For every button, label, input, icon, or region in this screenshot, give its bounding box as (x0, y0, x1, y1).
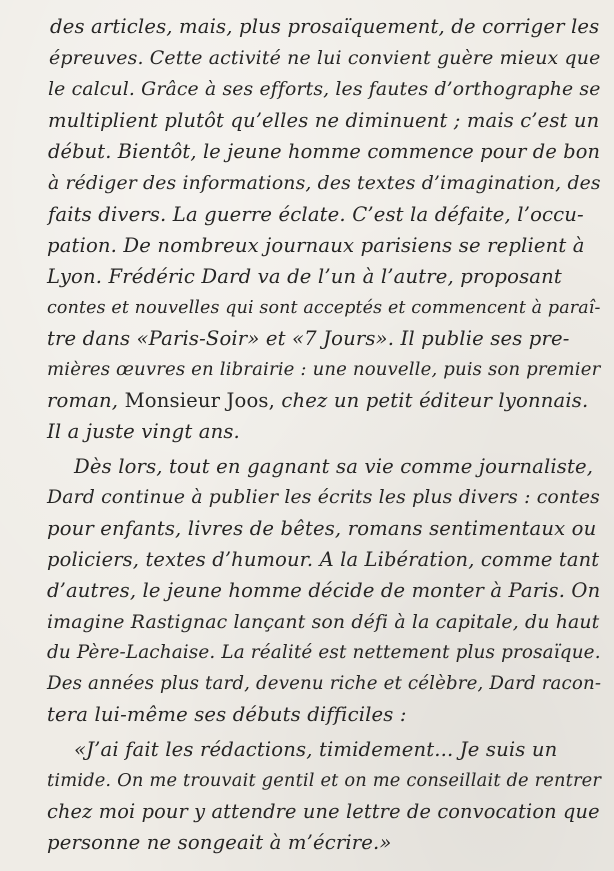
text-line: du Père-Lachaise. La réalité est nettement plus prosaïque. (47, 642, 601, 663)
book-title: Monsieur Joos, (124, 389, 276, 412)
text-line: Dès lors, tout en gagnant sa vie comme journaliste, (74, 455, 594, 478)
text-line: imagine Rastignac lançant son défi à la capitale, du haut (47, 611, 600, 633)
text-line: début. Bientôt, le jeune homme commence pour de bon (48, 140, 601, 163)
text-line: Il a juste vingt ans. (47, 420, 240, 443)
text-line: le calcul. Grâce à ses efforts, les fautes d’orthographe se (48, 79, 601, 100)
text-line: timide. On me trouvait gentil et on me conseillait de rentrer (47, 770, 602, 791)
text-line: d’autres, le jeune homme décide de monter à Paris. On (47, 579, 601, 602)
text-line: Dard continue à publier les écrits les plus divers : contes (47, 487, 600, 508)
text-line: multiplient plutôt qu’elles ne diminuent ; mais c’est un (48, 109, 600, 132)
text-line: Des années plus tard, devenu riche et célèbre, Dard racon- (47, 673, 602, 694)
text-line: pour enfants, livres de bêtes, romans sentimentaux ou (47, 517, 597, 540)
text-line: épreuves. Cette activité ne lui convient guère mieux que (49, 47, 601, 69)
text-line: pation. De nombreux journaux parisiens se replient à (47, 234, 585, 257)
text-line (47, 388, 588, 414)
text-fragment: roman, (47, 389, 125, 412)
text-line: des articles, mais, plus prosaïquement, de corriger les (50, 15, 600, 38)
text-line: personne ne songeait à m’écrire.» (47, 831, 392, 854)
text-line: policiers, textes d’humour. A la Libération, comme tant (47, 548, 600, 571)
text-line: à rédiger des informations, des textes d’imagination, des (48, 173, 601, 194)
text-line: chez moi pour y attendre une lettre de convocation que (47, 800, 600, 823)
text-fragment: chez un petit éditeur lyonnais. (275, 389, 589, 412)
text-line: tre dans «Paris-Soir» et «7 Jours». Il publie ses pre- (47, 327, 570, 350)
text-line: Lyon. Frédéric Dard va de l’un à l’autre, proposant (47, 265, 562, 288)
text-line: «J’ai fait les rédactions, timidement... Je suis un (74, 738, 558, 761)
text-line: mières œuvres en librairie : une nouvelle, puis son premier (47, 359, 601, 380)
text-line: faits divers. La guerre éclate. C’est la défaite, l’occu- (48, 203, 584, 226)
text-line: tera lui-même ses débuts difficiles : (47, 703, 407, 726)
text-line: contes et nouvelles qui sont acceptés et commencent à paraî- (47, 298, 601, 318)
